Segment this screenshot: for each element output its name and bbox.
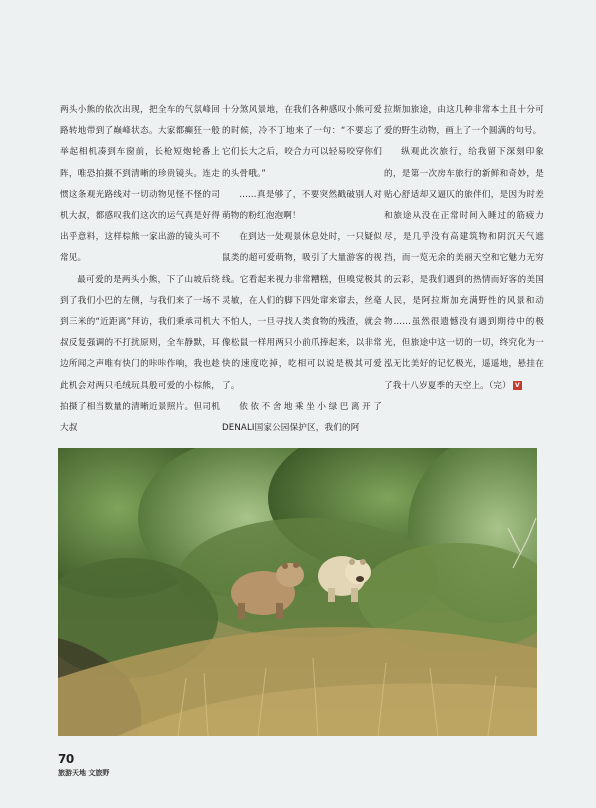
magazine-logo: 旅游天地 文旅野 (58, 768, 110, 777)
paragraph: 最可爱的是两头小熊，下了山坡后绕到了我们小巴的左侧，与我们来了一场不到三米的“近距离”拜访，我们秉承司机大叔反复强调的不打扰原则，全车静默，耳边所闻之声唯有快门的咔咔作响，我也趁此机会对两只毛绒玩具般可爱的小棕熊，拍摄了相当数量的清晰近景照片。但司机大叔 (60, 274, 220, 434)
paragraph: 两头小熊的依次出现，把全车的气氛峰回路转地带到了巅峰状态。大家都癫狂一般举起相机凑到车窗前，长枪短炮轮番上阵，唯恐拍摄不到清晰的珍贵镜头。连走惯这条观光路线对一切动物见怪不怪的司机大叔，都感叹我们这次的运气真是好得出乎意料，这样棕熊一家出游的镜头可不常见。 (60, 105, 220, 264)
paragraph: 在到达一处观景休息处时，一只疑似鼠类的超可爱萌物，吸引了大量游客的视线。它看起来视力非常糟糕，但嗅觉极其灵敏，在人们的脚下四处窜来窜去，丝毫不怕人，一旦寻找人类食物的残渣，就会像松鼠一样用两只小前爪捧起来，以非常快的速度吃掉，吃相可以说是极其可爱了。 (222, 232, 382, 391)
article-column-1 (60, 100, 220, 439)
article-column-2 (222, 100, 382, 439)
article-column-3 (384, 100, 544, 397)
paragraph: 依依不舍地乘坐小绿巴离开了DENALI国家公园保护区，我们的阿 (222, 401, 382, 434)
paragraph: 拉斯加旅途，由这几种非常本土且十分可爱的野生动物，画上了一个圆满的句号。 (384, 105, 544, 137)
paragraph: 纵观此次旅行，给我留下深刻印象的，是第一次房车旅行的新鲜和奇妙，是贴心舒适却又逼仄的旅伴们，是因为时差和旅途从没在正常时间入睡过的筋疲力尽，是几乎没有高建筑物和阴沉天气遮挡，而一览无余的美丽天空和它魅力无穷的云彩，是我们遇到的热情而好客的美国人民，是阿拉斯加充满野性的风景和动物……虽然很遗憾没有遇到期待中的极光，但旅途中这一切的一切，终究化为一泓无比美好的记忆极光，遥遥地，悬挂在了我十八岁夏季的天空上。（完） V (384, 147, 544, 391)
paragraph: 十分煞风景地，在我们各种感叹小熊可爱的时候，冷不丁地来了一句：“不要忘了它们长大之后，咬合力可以轻易咬穿你们的头骨哦。” (222, 105, 382, 179)
article-end-mark: V (513, 381, 522, 390)
page-number: 70 (58, 752, 74, 766)
paragraph: ……真是够了，不要突然戳破别人对萌物的粉红泡泡啊！ (222, 189, 382, 222)
bear-photo-illustration (58, 448, 537, 736)
bear-photo (58, 448, 537, 736)
